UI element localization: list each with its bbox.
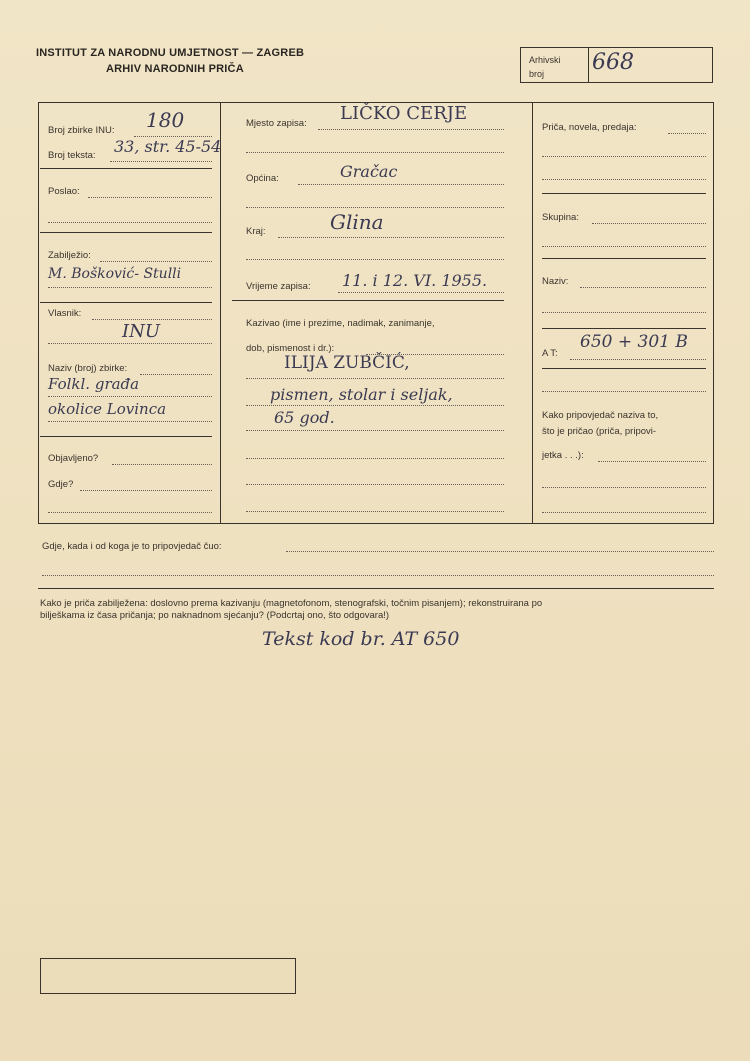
genre-label: Priča, novela, predaja:: [542, 122, 637, 133]
recording-place-label: Mjesto zapisa:: [246, 118, 307, 129]
archive-label: Arhivski: [529, 55, 561, 65]
dotted-line: [48, 343, 212, 344]
owner-label: Vlasnik:: [48, 308, 82, 319]
text-number-value: 33, str. 45-54: [114, 137, 222, 156]
dotted-line: [112, 464, 212, 465]
narrator-value-line2: pismen, stolar i seljak,: [270, 385, 453, 404]
narrator-title-label-1: Kako pripovjedač naziva to,: [542, 410, 659, 421]
col-divider-right: [532, 102, 533, 524]
region-label: Kraj:: [246, 226, 266, 237]
dotted-line: [246, 378, 504, 379]
dotted-line: [80, 490, 212, 491]
rule: [542, 328, 706, 329]
collection-number-label: Broj zbirke INU:: [48, 125, 115, 136]
dotted-line: [278, 237, 504, 238]
rule: [542, 193, 706, 194]
at-value: 650 + 301 B: [580, 332, 688, 352]
recording-place-value: LIČKO CERJE: [340, 103, 468, 124]
dotted-line: [246, 484, 504, 485]
archive-name: ARHIV NARODNIH PRIČA: [106, 63, 244, 75]
archive-box-divider: [588, 47, 589, 83]
rule: [40, 232, 212, 233]
dotted-line: [542, 156, 706, 157]
dotted-line: [246, 259, 504, 260]
dotted-line: [92, 319, 212, 320]
dotted-line: [48, 512, 212, 513]
at-label: A T:: [542, 348, 558, 359]
sent-by-label: Poslao:: [48, 186, 80, 197]
recorded-by-label: Zabilježio:: [48, 250, 91, 261]
dotted-line: [298, 184, 504, 185]
dotted-line: [48, 421, 212, 422]
dotted-line: [580, 287, 706, 288]
title-label: Naziv:: [542, 276, 569, 287]
archive-number-label: broj: [529, 69, 545, 79]
published-label: Objavljeno?: [48, 453, 99, 464]
rule: [38, 588, 714, 589]
dotted-line: [246, 430, 504, 431]
how-recorded-value: Tekst kod br. AT 650: [262, 628, 460, 650]
dotted-line: [542, 179, 706, 180]
narrator-title-label-3: jetka . . .):: [542, 450, 584, 461]
dotted-line: [42, 575, 714, 576]
recording-time-label: Vrijeme zapisa:: [246, 281, 311, 292]
collection-name-line1: Folkl. građa: [48, 375, 140, 393]
dotted-line: [286, 551, 714, 552]
dotted-line: [542, 487, 706, 488]
owner-value: INU: [122, 321, 161, 342]
recorded-by-value: M. Bošković- Stulli: [48, 266, 182, 282]
narrator-title-label-2: što je pričao (priča, pripovi-: [542, 426, 657, 437]
narrator-value-line3: 65 god.: [274, 408, 335, 427]
collection-name-label: Naziv (broj) zbirke:: [48, 363, 128, 374]
dotted-line: [592, 223, 706, 224]
dotted-line: [140, 374, 212, 375]
region-value: Glina: [330, 210, 384, 234]
how-recorded-line2: bilješkama iz časa pričanja; po naknadnom sjećanju? (Podcrtaj ono, što odgovara!): [40, 610, 390, 621]
dotted-line: [100, 261, 212, 262]
rule: [232, 300, 504, 301]
dotted-line: [110, 161, 212, 162]
recording-time-value: 11. i 12. VI. 1955.: [342, 271, 488, 290]
municipality-label: Općina:: [246, 173, 279, 184]
rule: [40, 302, 212, 303]
dotted-line: [246, 207, 504, 208]
narrator-label-cont: dob, pismenost i dr.):: [246, 343, 335, 354]
dotted-line: [246, 405, 504, 406]
rule: [40, 168, 212, 169]
institute-name: INSTITUT ZA NARODNU UMJETNOST — ZAGREB: [36, 47, 305, 59]
dotted-line: [246, 152, 504, 153]
dotted-line: [668, 133, 706, 134]
dotted-line: [88, 197, 212, 198]
archive-number-value: 668: [592, 50, 634, 75]
rule: [40, 436, 212, 437]
collection-name-line2: okolice Lovinca: [48, 400, 167, 418]
dotted-line: [48, 396, 212, 397]
dotted-line: [542, 312, 706, 313]
dotted-line: [246, 458, 504, 459]
where-label: Gdje?: [48, 479, 74, 490]
narrator-value-line1: ILIJA ZUBČIĆ,: [284, 353, 410, 373]
dotted-line: [598, 461, 706, 462]
bottom-stamp-box: [40, 958, 296, 994]
dotted-line: [318, 129, 504, 130]
rule: [542, 258, 706, 259]
dotted-line: [570, 359, 706, 360]
how-recorded-line1: Kako je priča zabilježena: doslovno prema kazivanju (magnetofonom, stenografski, točnim pisanjem); rekonstruirana po: [40, 598, 543, 609]
collection-number-value: 180: [146, 108, 185, 132]
rule: [542, 368, 706, 369]
dotted-line: [338, 292, 504, 293]
dotted-line: [542, 512, 706, 513]
dotted-line: [48, 287, 212, 288]
dotted-line: [542, 246, 706, 247]
narrator-label: Kazivao (ime i prezime, nadimak, zanimanje,: [246, 318, 435, 329]
col-divider-left: [220, 102, 221, 524]
group-label: Skupina:: [542, 212, 579, 223]
dotted-line: [246, 511, 504, 512]
heard-from-label: Gdje, kada i od koga je to pripovjedač čuo:: [42, 541, 222, 552]
dotted-line: [542, 391, 706, 392]
dotted-line: [48, 222, 212, 223]
municipality-value: Gračac: [340, 162, 398, 181]
text-number-label: Broj teksta:: [48, 150, 96, 161]
